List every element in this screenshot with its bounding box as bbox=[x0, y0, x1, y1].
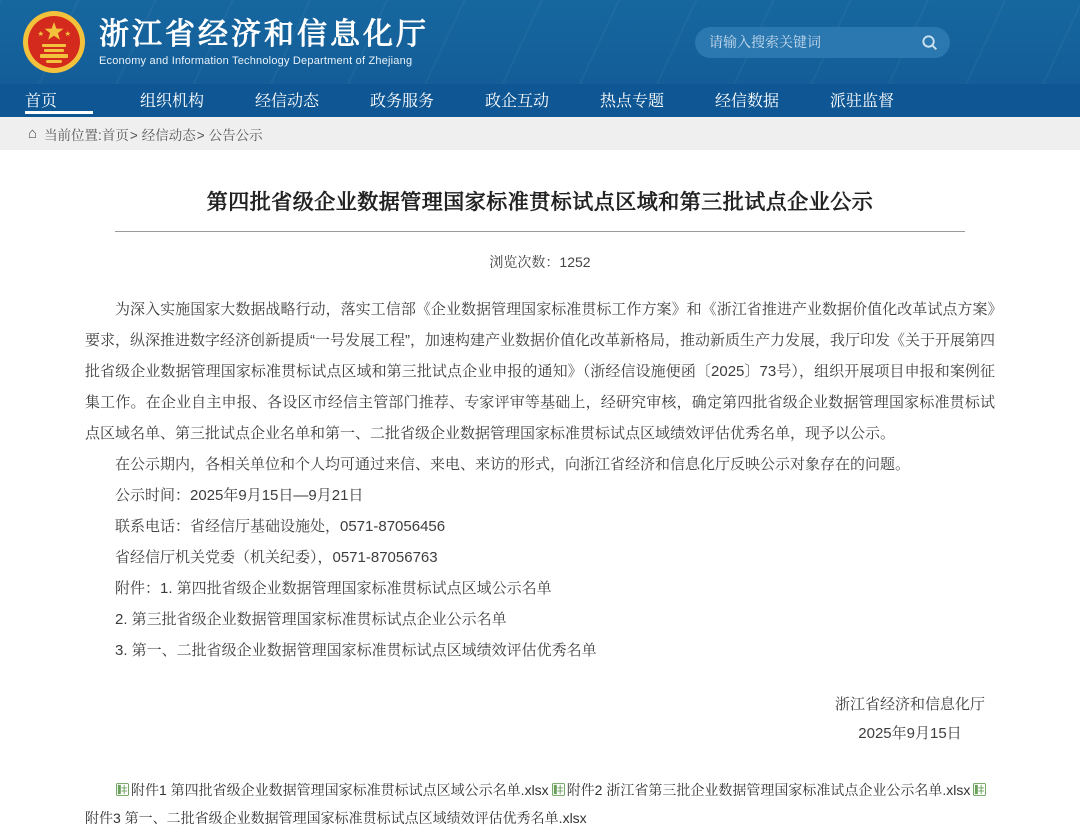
attachment-links bbox=[85, 776, 995, 832]
nav-item-3[interactable]: 经信动态 bbox=[255, 93, 320, 110]
attachment-link-2[interactable] bbox=[549, 782, 971, 798]
site-title: 浙江省经济和信息化厅 bbox=[99, 17, 429, 51]
nav-item-8[interactable]: 派驻监督 bbox=[830, 93, 895, 110]
site-subtitle: Economy and Information Technology Department of Zhejiang bbox=[99, 54, 413, 67]
excel-file-icon bbox=[552, 783, 565, 796]
attachment-link-1[interactable] bbox=[113, 782, 549, 798]
article-paragraph-4: 联系电话：省经信厅基础设施处，0571-87056456 bbox=[115, 518, 446, 535]
home-icon: ⌂ bbox=[28, 125, 38, 142]
national-emblem-logo bbox=[22, 10, 86, 74]
site-header bbox=[0, 0, 1080, 84]
breadcrumb-prefix: 当前位置: bbox=[44, 127, 102, 143]
views-counter bbox=[85, 252, 995, 272]
brand bbox=[22, 10, 429, 74]
main-nav bbox=[0, 84, 1080, 117]
breadcrumb-segment-2[interactable]: 经信动态 bbox=[141, 127, 196, 143]
breadcrumb bbox=[0, 117, 1080, 150]
excel-file-icon bbox=[116, 783, 129, 796]
views-label: 浏览次数： bbox=[489, 254, 560, 270]
article-paragraph-5: 省经信厅机关党委（机关纪委），0571-87056763 bbox=[115, 549, 438, 566]
nav-item-2[interactable]: 组织机构 bbox=[140, 93, 205, 110]
article bbox=[0, 186, 1080, 832]
signature-date: 2025年9月15日 bbox=[858, 725, 962, 742]
views-count: 1252 bbox=[559, 254, 591, 270]
attachment-link-label: 附件3 第一、二批省级企业数据管理国家标准贯标试点区域绩效评估优秀名单.xlsx bbox=[85, 810, 587, 826]
article-paragraph-1: 为深入实施国家大数据战略行动，落实工信部《企业数据管理国家标准贯标工作方案》和《浙江省推进产业数据价值化改革试点方案》要求，纵深推进数字经济创新提质“一号发展工程”，加速构建产业数据价值化改革新格局，推动新质生产力发展，我厅印发《关于开展第四批省级企业数据管理国家标准贯标试点区域和第三批试点企业申报的通知》（浙经信设施便函〔2025〕73号），组织开展项目申报和案例征集工作。在企业自主申报、各设区市经信主管部门推荐、专家评审等基础上，经研究审核，确定第四批省级企业数据管理国家标准贯标试点区域名单、第三批试点企业名单和第一、二批省级企业数据管理国家标准贯标试点区域绩效评估优秀名单，现予以公示。 bbox=[85, 301, 995, 442]
breadcrumb-segment-1[interactable]: 首页 bbox=[101, 127, 129, 143]
article-paragraph-8: 3. 第一、二批省级企业数据管理国家标准贯标试点区域绩效评估优秀名单 bbox=[115, 642, 597, 659]
attachment-link-label: 附件2 浙江省第三批企业数据管理国家标准试点企业公示名单.xlsx bbox=[566, 782, 971, 798]
signature-org: 浙江省经济和信息化厅 bbox=[834, 696, 985, 713]
signature-block bbox=[85, 690, 995, 748]
breadcrumb-segments bbox=[102, 124, 263, 144]
breadcrumb-separator: > bbox=[196, 127, 205, 143]
nav-item-7[interactable]: 经信数据 bbox=[715, 93, 780, 110]
page-title: 第四批省级企业数据管理国家标准贯标试点区域和第三批试点企业公示 bbox=[206, 191, 874, 214]
nav-item-4[interactable]: 政务服务 bbox=[370, 93, 435, 110]
article-body bbox=[85, 294, 995, 666]
excel-file-icon bbox=[973, 783, 986, 796]
article-paragraph-6: 附件：1. 第四批省级企业数据管理国家标准贯标试点区域公示名单 bbox=[115, 580, 552, 597]
article-paragraph-3: 公示时间：2025年9月15日—9月21日 bbox=[115, 487, 364, 504]
breadcrumb-separator: > bbox=[129, 127, 138, 143]
search-icon[interactable] bbox=[921, 34, 938, 51]
article-paragraph-2: 在公示期内，各相关单位和个人均可通过来信、来电、来访的形式，向浙江省经济和信息化厅反映公示对象存在的问题。 bbox=[115, 456, 911, 473]
nav-item-1[interactable]: 首页 bbox=[25, 84, 140, 117]
attachment-link-label: 附件1 第四批省级企业数据管理国家标准贯标试点区域公示名单.xlsx bbox=[131, 782, 549, 798]
signature-inner bbox=[835, 690, 985, 748]
search-input[interactable] bbox=[707, 33, 921, 51]
nav-item-6[interactable]: 热点专题 bbox=[600, 93, 665, 110]
breadcrumb-segment-3[interactable]: 公告公示 bbox=[208, 127, 263, 143]
title-divider bbox=[115, 231, 965, 232]
search-box[interactable] bbox=[695, 27, 950, 58]
nav-item-5[interactable]: 政企互动 bbox=[485, 93, 550, 110]
brand-text bbox=[99, 18, 429, 67]
article-paragraph-7: 2. 第三批省级企业数据管理国家标准贯标试点企业公示名单 bbox=[115, 611, 507, 628]
